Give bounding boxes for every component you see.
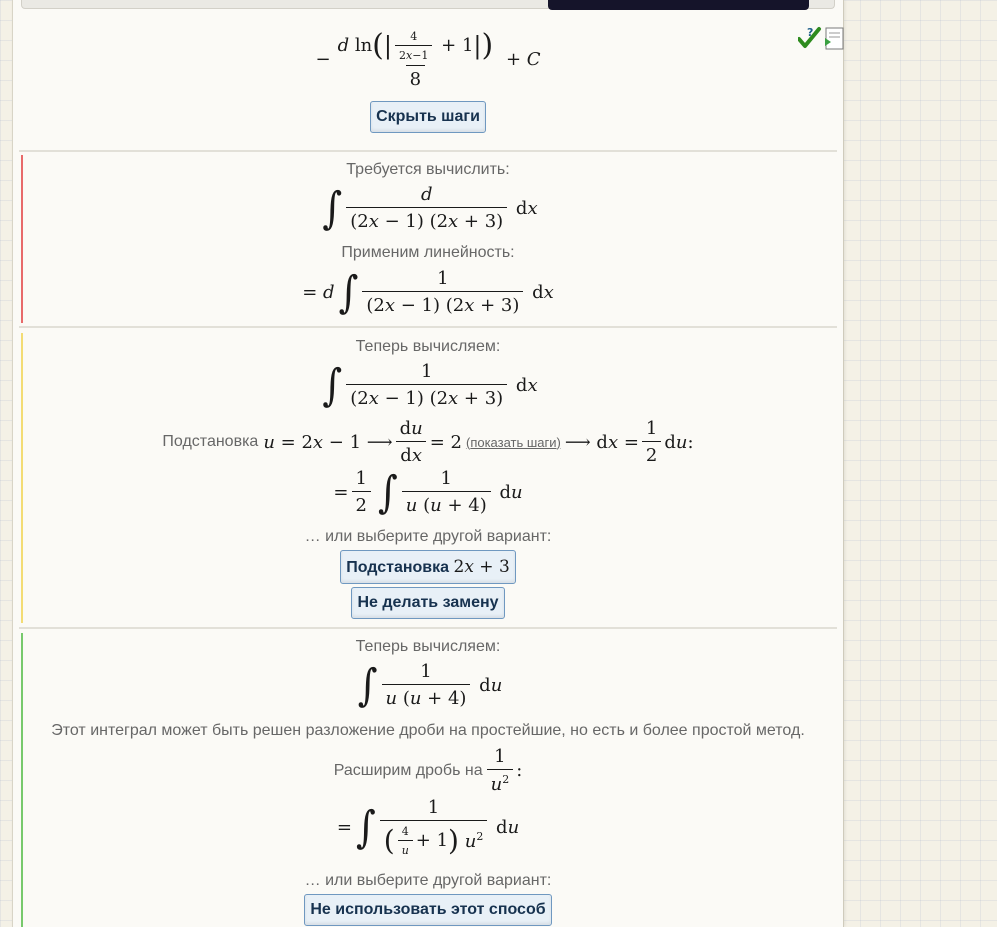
step3-expand: Расширим дробь на $\frac{1}{u^2}$ : bbox=[333, 746, 523, 795]
substitution-2x-plus-3-button[interactable]: Подстановка 2x + 3 bbox=[340, 550, 516, 584]
hide-steps-button[interactable]: Скрыть шаги bbox=[370, 101, 486, 133]
steps-panel bbox=[12, 0, 844, 927]
no-substitution-button[interactable]: Не делать замену bbox=[351, 587, 504, 619]
step2-substitution: Подстановка u = 2x − 1 ⟶ $\frac{du}{dx}$ = 2 (показать шаги) ⟶ dx = $\frac{1}{2}$ du: bbox=[162, 418, 694, 466]
step2-integral: ∫ $\frac{1}{(2x - 1) (2x + 3)}$ dx bbox=[322, 359, 538, 411]
svg-text:?: ? bbox=[807, 26, 814, 39]
step1-compute-label: Требуется вычислить: bbox=[346, 161, 510, 178]
step2-substituted-integral: = $\frac{1}{2}$ ∫ $\frac{1}{u (u + 4)}$ du bbox=[333, 466, 523, 518]
step3-compute-label: Теперь вычисляем: bbox=[355, 638, 501, 655]
step1-linearity-result: = d ∫ $\frac{1}{(2x - 1) (2x + 3)}$ dx bbox=[302, 266, 554, 318]
step3-integral: ∫ $\frac{1}{u (u + 4)}$ du bbox=[357, 659, 503, 711]
show-steps-link[interactable]: показать шаги bbox=[470, 434, 557, 450]
divider bbox=[19, 326, 837, 328]
divider bbox=[19, 150, 837, 152]
dark-header-bar bbox=[548, 0, 809, 10]
divider bbox=[19, 627, 837, 629]
step2-compute-label: Теперь вычисляем: bbox=[355, 338, 501, 355]
expand-label: Расширим дробь на bbox=[333, 761, 483, 779]
step3-alt-label: … или выберите другой вариант: bbox=[304, 872, 552, 889]
step3-expanded-integral: = ∫ 1 ( $\frac{4}{u}$ + 1 ) $u^2$ du bbox=[336, 797, 520, 857]
substitution-label: Подстановка bbox=[162, 433, 259, 450]
result-expression: − d ln ( | $\frac{4}{2x-1}$ + 1 | ) 8 + C bbox=[315, 28, 541, 90]
step3-note: Этот интеграл может быть решен разложение дроби на простейшие, но есть и более простой метод. bbox=[51, 722, 805, 739]
step2-alt-label: … или выберите другой вариант: bbox=[304, 528, 552, 545]
step1-integral: ∫ $\frac{d}{(2x - 1) (2x + 3)}$ dx bbox=[322, 182, 538, 234]
substitution-button-label: Подстановка bbox=[346, 559, 450, 576]
step1-linearity-label: Применим линейность: bbox=[341, 244, 515, 261]
dont-use-method-button[interactable]: Не использовать этот способ bbox=[304, 894, 551, 926]
